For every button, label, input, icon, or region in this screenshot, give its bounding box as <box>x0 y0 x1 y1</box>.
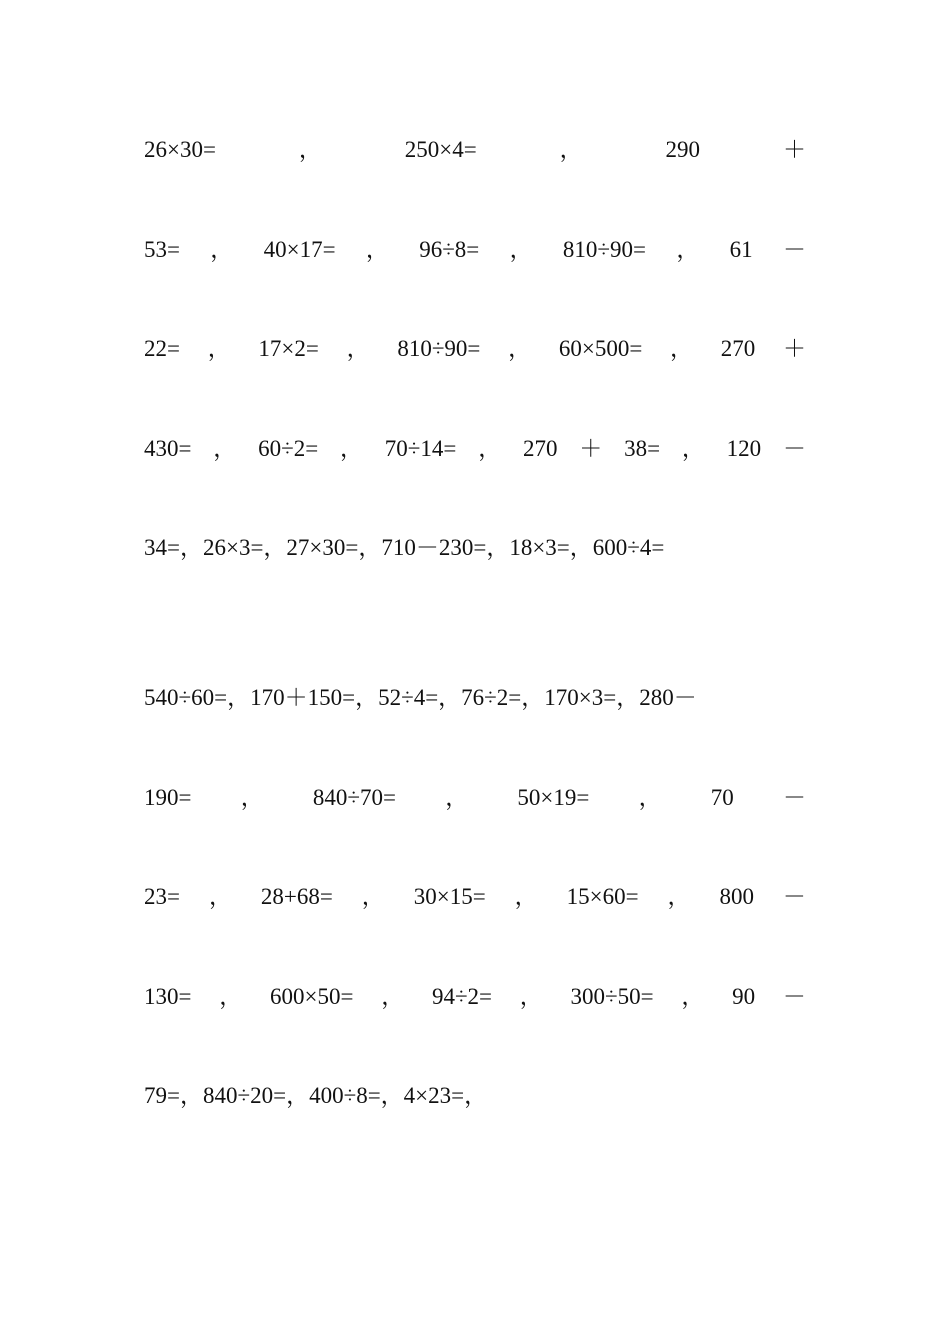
exercise-token: ， <box>213 436 237 461</box>
exercise-token: ， <box>219 984 243 1009</box>
exercise-token: ， <box>667 884 691 909</box>
exercise-token: 30×15= <box>413 884 486 909</box>
exercise-token: 600×50= <box>269 984 354 1009</box>
exercise-line <box>144 782 806 814</box>
exercise-token: 430= <box>144 436 192 461</box>
exercise-token: 40×17= <box>263 237 336 262</box>
exercise-token: ， <box>346 336 370 361</box>
exercise-token: 810÷90= <box>397 336 481 361</box>
exercise-token: 540÷60=，170＋150=，52÷4=，76÷2=，170×3=，280－ <box>144 685 697 710</box>
exercise-token: 38= <box>624 436 661 461</box>
exercise-token: 94÷2= <box>431 984 493 1009</box>
exercise-line <box>144 234 806 266</box>
exercise-line <box>144 532 806 564</box>
exercise-line <box>144 1080 806 1112</box>
exercise-token: 800 <box>719 884 754 909</box>
exercise-line <box>144 981 806 1013</box>
exercise-token: ， <box>670 336 694 361</box>
exercise-token: ， <box>509 237 533 262</box>
exercise-line <box>144 682 806 714</box>
exercise-token: － <box>782 984 806 1009</box>
exercise-token: － <box>782 237 806 262</box>
exercise-token: ， <box>638 785 662 810</box>
exercise-token: ， <box>676 237 700 262</box>
exercise-token: 810÷90= <box>562 237 647 262</box>
exercise-token: 290 <box>665 137 701 162</box>
exercise-token: 840÷70= <box>312 785 396 810</box>
exercise-token: ， <box>478 436 502 461</box>
exercise-token: － <box>782 785 806 810</box>
exercise-token: ， <box>339 436 363 461</box>
exercise-token: ， <box>508 336 532 361</box>
exercise-token: ， <box>210 237 234 262</box>
exercise-token: 61 <box>729 237 753 262</box>
exercise-token: 34=，26×3=，27×30=，710－230=，18×3=，600÷4= <box>144 535 665 560</box>
exercise-token: 15×60= <box>566 884 639 909</box>
exercise-token: 70÷14= <box>384 436 457 461</box>
exercise-token: 22= <box>144 336 180 361</box>
exercise-token: ， <box>445 785 469 810</box>
exercise-token: 250×4= <box>404 137 477 162</box>
exercise-token: 90 <box>732 984 756 1009</box>
exercise-token: ， <box>208 884 232 909</box>
exercise-token: ， <box>681 984 705 1009</box>
exercise-token: ， <box>298 137 322 162</box>
exercise-token: ， <box>207 336 231 361</box>
exercise-token: 270 <box>522 436 558 461</box>
exercise-token: ， <box>361 884 385 909</box>
exercise-token: 190= <box>144 785 192 810</box>
exercise-line <box>144 134 806 166</box>
exercise-token: 60×500= <box>558 336 643 361</box>
exercise-token: ＋ <box>782 336 806 361</box>
exercise-token: 28+68= <box>260 884 333 909</box>
exercise-token: 23= <box>144 884 180 909</box>
exercise-line <box>144 333 806 365</box>
exercise-token: 300÷50= <box>570 984 654 1009</box>
exercise-token: 120 <box>726 436 762 461</box>
exercise-token: ， <box>559 137 583 162</box>
exercise-token: 79=，840÷20=，400÷8=，4×23=， <box>144 1083 488 1108</box>
exercise-token: 50×19= <box>517 785 590 810</box>
exercise-token: 70 <box>710 785 734 810</box>
exercise-token: ， <box>519 984 543 1009</box>
exercise-token: 17×2= <box>258 336 319 361</box>
exercise-token: 26×30= <box>144 137 216 162</box>
exercise-line <box>144 433 806 465</box>
exercise-token: 60÷2= <box>258 436 319 461</box>
exercise-token: 270 <box>720 336 756 361</box>
exercise-token: ＋ <box>579 436 603 461</box>
exercise-token: － <box>782 884 806 909</box>
exercise-token: ＋ <box>782 137 806 162</box>
exercise-token: ， <box>240 785 264 810</box>
exercise-token: ， <box>514 884 538 909</box>
exercise-line <box>144 881 806 913</box>
exercise-token: 130= <box>144 984 192 1009</box>
exercise-token: － <box>782 436 806 461</box>
exercise-token: 96÷8= <box>419 237 480 262</box>
exercise-token: ， <box>381 984 405 1009</box>
exercise-token: 53= <box>144 237 180 262</box>
exercise-token: ， <box>365 237 389 262</box>
exercise-token: ， <box>681 436 705 461</box>
